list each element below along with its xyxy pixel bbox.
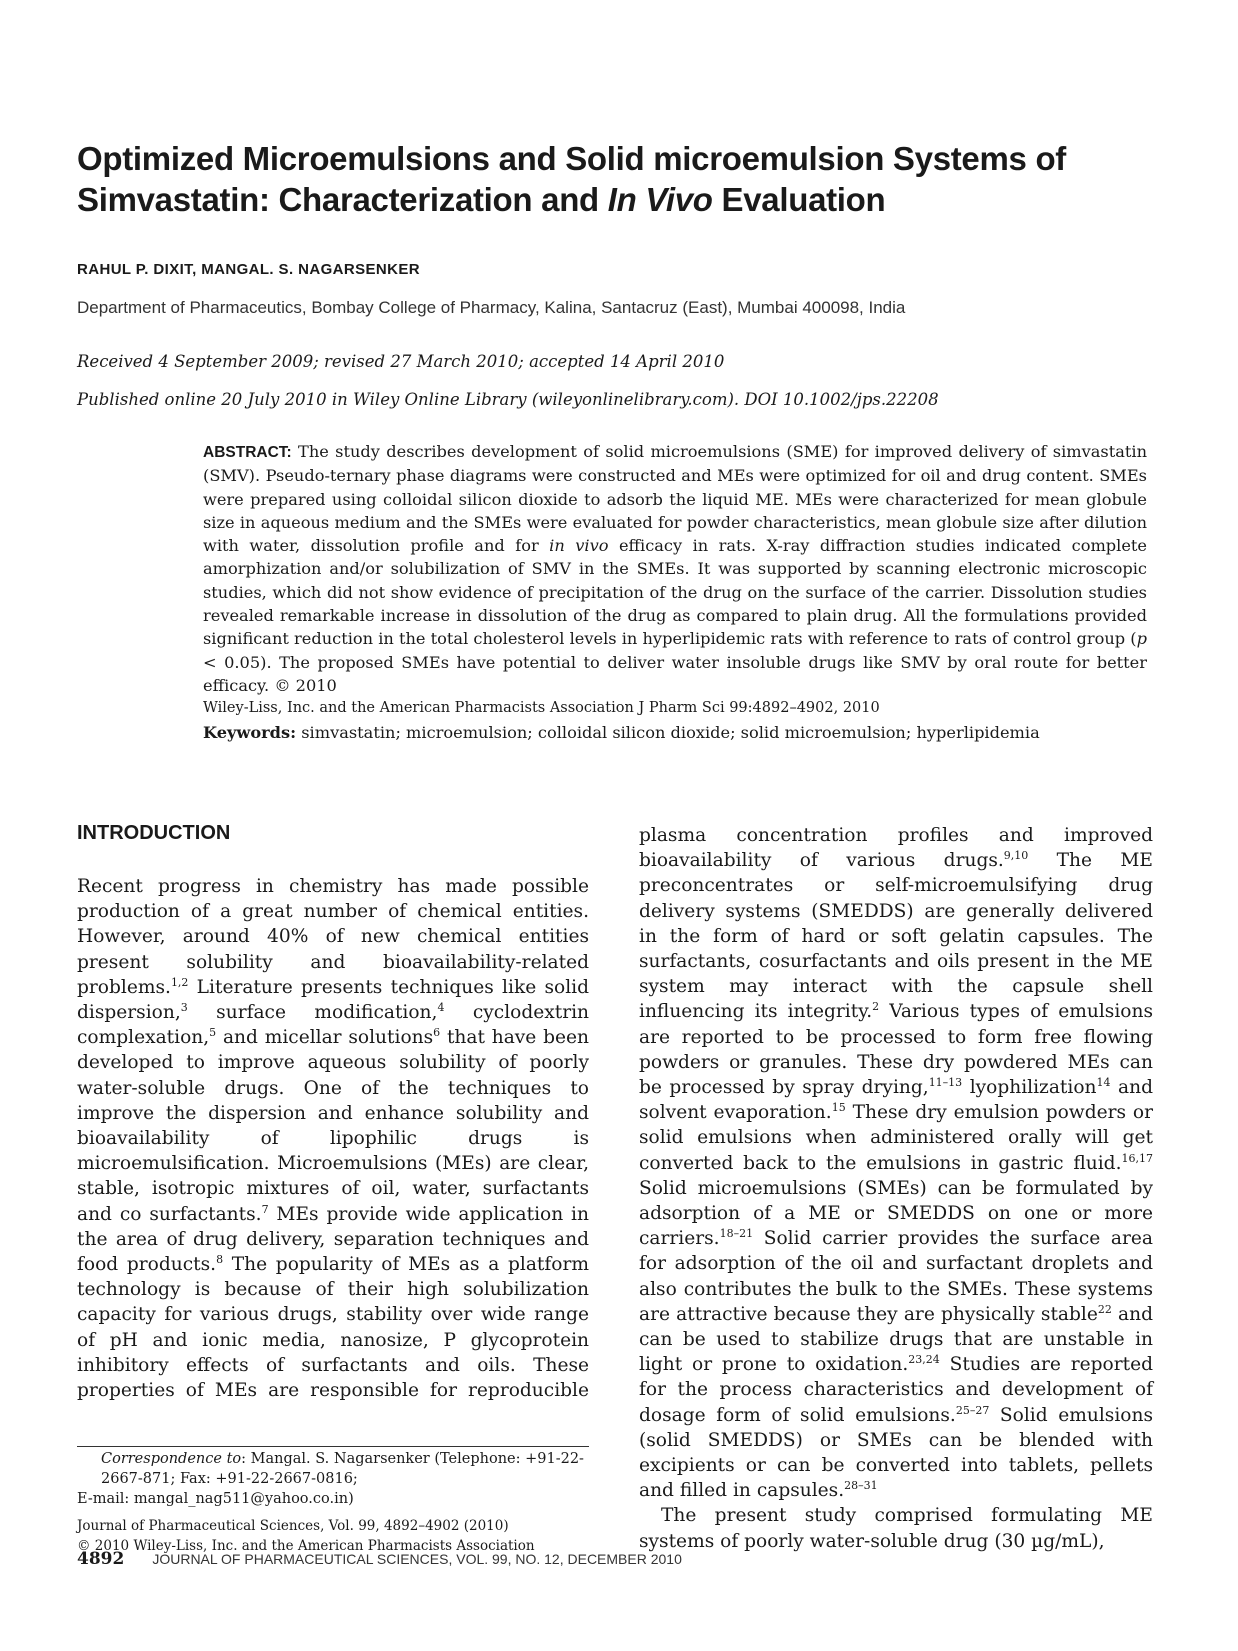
reference-superscript: 18–21 bbox=[719, 1227, 754, 1241]
italic-text: in vivo bbox=[549, 536, 609, 556]
text-run: < 0.05). The proposed SMEs have potential to deliver water insoluble drugs like SMV by oral route for better efficacy. © 2010 bbox=[203, 652, 1147, 695]
abstract-label: ABSTRACT: bbox=[203, 444, 292, 461]
correspondence-footnote bbox=[77, 1449, 597, 1509]
correspondence-text bbox=[77, 1449, 597, 1489]
text-run: plasma concentration profiles and improved bioavailability of various drugs. bbox=[639, 825, 1153, 872]
abstract bbox=[203, 440, 1147, 744]
text-run: Various types of emulsions are reported to be processed to form free flowing powders or granules. These dry powdered MEs can be processed by spray drying, bbox=[639, 1001, 1153, 1099]
keywords: simvastatin; microemulsion; colloidal silicon dioxide; solid microemulsion; hyperlipidemia bbox=[296, 722, 1040, 742]
text-run: and micellar solutions bbox=[216, 1027, 434, 1049]
title-line-1: Optimized Microemulsions and Solid microemulsion Systems of bbox=[77, 140, 1066, 177]
text-run: and solvent evaporation. bbox=[639, 1077, 1153, 1124]
text-run: Solid carrier provides the surface area for adsorption of the oil and surfactant droplets and also contributes the bulk to the SMEs. These systems are attractive because they are physically stable bbox=[639, 1228, 1153, 1325]
text-run: that have been developed to improve aqueous solubility of poorly water-soluble drugs. One of the techniques to improve the dispersion and enhance solubility and bioavailability of lipophilic drugs is microemulsification. Microemulsions (MEs) are clear, stable, isotropic mixtures of oil, water, surfactants and co surfactants. bbox=[77, 1027, 589, 1225]
text-run: Literature presents techniques like solid dispersion, bbox=[77, 976, 589, 1024]
text-run: cyclodextrin complexation, bbox=[77, 1002, 590, 1049]
reference-superscript: 2 bbox=[872, 1000, 880, 1014]
abstract-citation: Wiley-Liss, Inc. and the American Pharmacists Association J Pharm Sci 99:4892–4902, 2010 bbox=[203, 700, 880, 717]
reference-superscript: 28–31 bbox=[844, 1479, 878, 1493]
reference-superscript: 4 bbox=[437, 1001, 445, 1015]
reference-superscript: 6 bbox=[433, 1026, 441, 1040]
reference-superscript: 22 bbox=[1097, 1302, 1112, 1316]
text-run: The present study comprised formulating ME systems of poorly water-soluble drug (30 µg/mL), bbox=[639, 1505, 1153, 1552]
affiliation: Department of Pharmaceutics, Bombay College of Pharmacy, Kalina, Santacruz (East), Mumbai 400098, India bbox=[77, 298, 906, 317]
paragraph bbox=[639, 823, 1153, 1503]
reference-superscript: 16,17 bbox=[1121, 1151, 1153, 1165]
text-run: surface modification, bbox=[187, 1002, 438, 1024]
reference-superscript: 15 bbox=[831, 1101, 846, 1115]
footnote-divider bbox=[77, 1446, 589, 1447]
abstract-text bbox=[203, 442, 1147, 695]
copyright-line: © 2010 Wiley-Liss, Inc. and the American Pharmacists Association bbox=[77, 1538, 535, 1554]
text-run: MEs provide wide application in the area of drug delivery, separation techniques and food products. bbox=[77, 1203, 589, 1276]
text-run: Recent progress in chemistry has made possible production of a great number of chemical entities. However, around 40% of new chemical entities present solubility and bioavailability-related problems. bbox=[77, 876, 589, 998]
correspondence-details: : Mangal. S. Nagarsenker (Telephone: +91-22-2667-871; Fax: +91-22-2667-0816; bbox=[101, 1451, 584, 1487]
title-text: Simvastatin: Characterization and bbox=[77, 181, 608, 218]
text-run: Solid emulsions (solid SMEDDS) or SMEs can be blended with excipients or can be converted into tablets, pellets and filled in capsules. bbox=[639, 1404, 1153, 1502]
reference-superscript: 3 bbox=[180, 1001, 188, 1015]
text-run: lyophilization bbox=[962, 1077, 1097, 1099]
text-run: The ME preconcentrates or self-microemulsifying drug delivery systems (SMEDDS) are generally delivered in the form of hard or soft gelatin capsules. The surfactants, cosurfactants and oils present in the ME system may interact with the capsule shell influencing its integrity. bbox=[639, 850, 1153, 1023]
reference-superscript: 14 bbox=[1096, 1076, 1111, 1090]
article-title bbox=[77, 138, 1177, 220]
page-number: 4892 bbox=[77, 1549, 125, 1569]
keywords-label: Keywords: bbox=[203, 722, 297, 742]
correspondence-label: Correspondence to bbox=[101, 1451, 242, 1467]
text-run: and can be used to stabilize drugs that are unstable in light or prone to oxidation. bbox=[639, 1303, 1153, 1376]
text-run: The popularity of MEs as a platform technology is because of their high solubilization capacity for various drugs, stability over wide range of pH and ionic media, nanosize, P glycoprotein inhibitory effects of surfactants and oils. These properties of MEs are responsible for reproducible bbox=[77, 1254, 589, 1402]
title-text: Evaluation bbox=[712, 181, 886, 218]
received-dates: Received 4 September 2009; revised 27 March 2010; accepted 14 April 2010 bbox=[77, 352, 725, 371]
text-run: Studies are reported for the process characteristics and development of dosage form of solid emulsions. bbox=[639, 1354, 1153, 1426]
reference-superscript: 23,24 bbox=[908, 1353, 940, 1367]
reference-superscript: 5 bbox=[209, 1026, 217, 1040]
reference-superscript: 8 bbox=[216, 1253, 224, 1267]
running-footer: JOURNAL OF PHARMACEUTICAL SCIENCES, VOL. 99, NO. 12, DECEMBER 2010 bbox=[152, 1551, 682, 1567]
paragraph bbox=[639, 1503, 1153, 1553]
text-run: The study describes development of solid microemulsions (SME) for improved delivery of simvastatin (SMV). Pseudo-ternary phase diagrams were constructed and MEs were optimized for oil and drug content. SMEs were prepared using colloidal silicon dioxide to adsorb the liquid ME. MEs were characterized for mean globule size in aqueous medium and the SMEs were evaluated for powder characteristics, mean globule size after dilution with water, dissolution profile and for bbox=[203, 442, 1147, 556]
publication-info: Published online 20 July 2010 in Wiley Online Library (wileyonlinelibrary.com). DOI 10.1002/jps.22208 bbox=[77, 390, 939, 409]
text-run: These dry emulsion powders or solid emulsions when administered orally will get converted back to the emulsions in gastric fluid. bbox=[639, 1102, 1154, 1174]
right-column-text bbox=[639, 823, 1153, 1554]
reference-superscript: 25–27 bbox=[955, 1403, 990, 1417]
title-line-2 bbox=[77, 179, 1177, 220]
title-italic: In Vivo bbox=[607, 181, 713, 218]
journal-info-line: Journal of Pharmaceutical Sciences, Vol. 99, 4892–4902 (2010) bbox=[77, 1518, 509, 1534]
page-footer bbox=[77, 1549, 682, 1569]
left-column-text bbox=[77, 874, 589, 1403]
text-run: efficacy in rats. X-ray diffraction studies indicated complete amorphization and/or solubilization of SMV in the SMEs. It was supported by scanning electronic microscopic studies, which did not show evidence of precipitation of the drug on the surface of the carrier. Dissolution studies revealed remarkable increase in dissolution of the drug as compared to plain drug. All the formulations provided significant reduction in the total cholesterol levels in hyperlipidemic rats with reference to rats of control group ( bbox=[203, 536, 1148, 649]
correspondence-email: E-mail: mangal_nag511@yahoo.co.in) bbox=[77, 1491, 354, 1507]
reference-superscript: 9,10 bbox=[1003, 849, 1029, 863]
reference-superscript: 11–13 bbox=[928, 1076, 963, 1090]
reference-superscript: 7 bbox=[261, 1202, 269, 1216]
text-run: Solid microemulsions (SMEs) can be formulated by adsorption of a ME or SMEDDS on one or more carriers. bbox=[639, 1177, 1153, 1250]
reference-superscript: 1,2 bbox=[170, 975, 189, 989]
italic-text: p bbox=[1136, 629, 1147, 649]
section-heading-introduction: INTRODUCTION bbox=[77, 822, 231, 844]
authors: RAHUL P. DIXIT, MANGAL. S. NAGARSENKER bbox=[77, 261, 421, 278]
